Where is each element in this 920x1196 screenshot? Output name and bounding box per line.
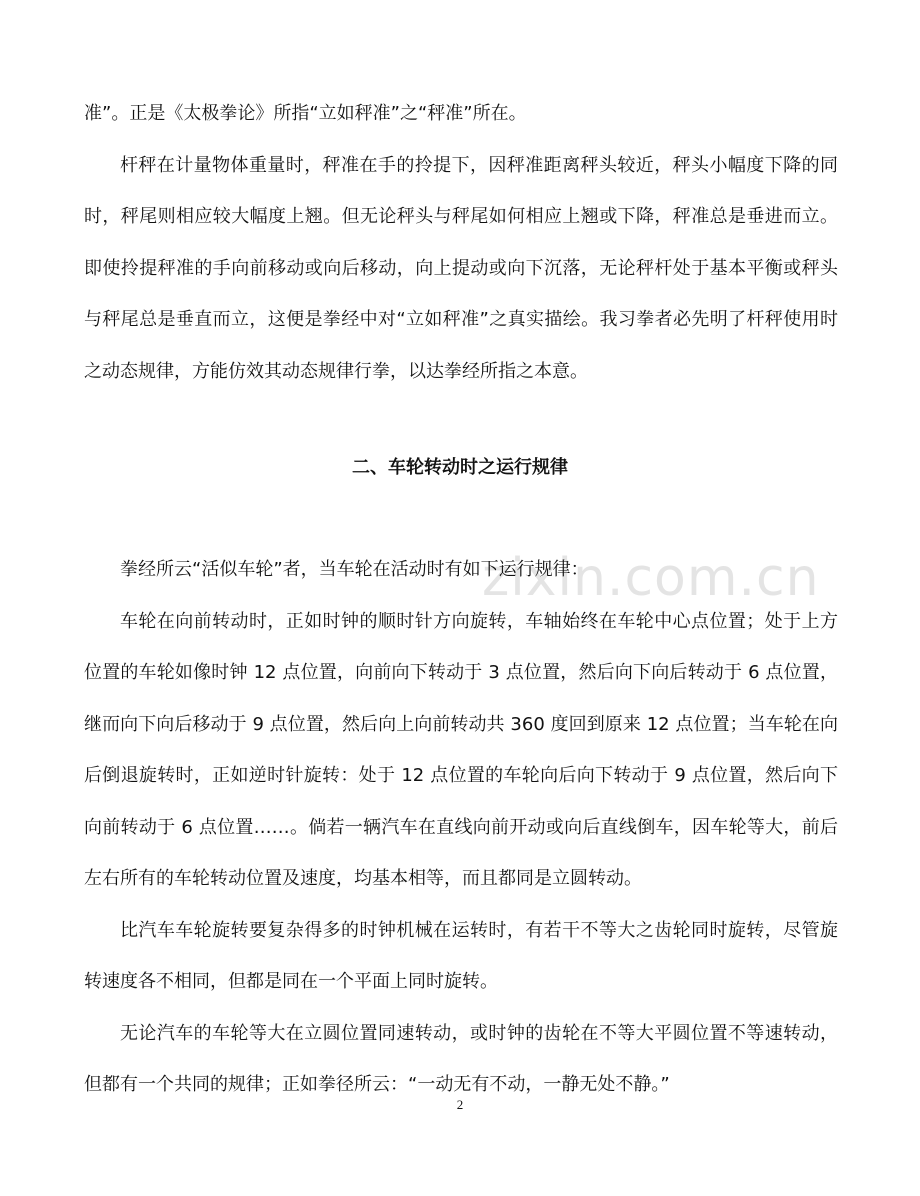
section-two	[84, 544, 838, 1111]
paragraph-clock-gears: 比汽车车轮旋转要复杂得多的时钟机械在运转时，有若干不等大之齿轮同时旋转，尽管旋转速度各不相同，但都是同在一个平面上同时旋转。	[84, 919, 838, 992]
section-heading: 二、车轮转动时之运行规律	[352, 457, 568, 478]
page-number: 2	[456, 1097, 464, 1112]
paragraph-common-rule: 无论汽车的车轮等大在立圆位置同速转动，或时钟的齿轮在不等大平圆位置不等速转动，但都有一个共同的规律；正如拳径所云：“一动无有不动，一静无处不静。”	[84, 1022, 838, 1095]
paragraph-steelyard: 杆秤在计量物体重量时，秤准在手的拎提下，因秤准距离秤头较近，秤头小幅度下降的同时，秤尾则相应较大幅度上翘。但无论秤头与秤尾如何相应上翘或下降，秤准总是垂进而立。即使拎提秤准的手向前移动或向后移动，向上提动或向下沉落，无论秤杆处于基本平衡或秤头与秤尾总是垂直而立，这便是拳经中对“立如秤准”之真实描绘。我习拳者必先明了杆秤使用时之动态规律，方能仿效其动态规律行拳，以达拳经所指之本意。	[84, 154, 838, 382]
paragraph-continued: 准”。正是《太极拳论》所指“立如秤准”之“秤准”所在。	[84, 103, 527, 124]
paragraph-wheel-rotation: 车轮在向前转动时，正如时钟的顺时针方向旋转，车轴始终在车轮中心点位置；处于上方位置的车轮如像时钟 12 点位置，向前向下转动于 3 点位置，然后向下向后转动于 6 点位置，继而向下向后移动于 9 点位置，然后向上向前转动共 360 度回到原来 12 点位置；当车轮在向后倒退旋转时，正如逆时针旋转：处于 12 点位置的车轮向后向下转动于 9 点位置，然后向下向前转动于 6 点位置……。倘若一辆汽车在直线向前开动或向后直线倒车，因车轮等大，前后左右所有的车轮转动位置及速度，均基本相等，而且都同是立圆转动。	[84, 610, 838, 889]
watermark: zixin.com.cn	[482, 548, 820, 608]
section-one	[84, 88, 838, 397]
paragraph-intro: 拳经所云“活似车轮”者，当车轮在活动时有如下运行规律：	[120, 559, 589, 580]
